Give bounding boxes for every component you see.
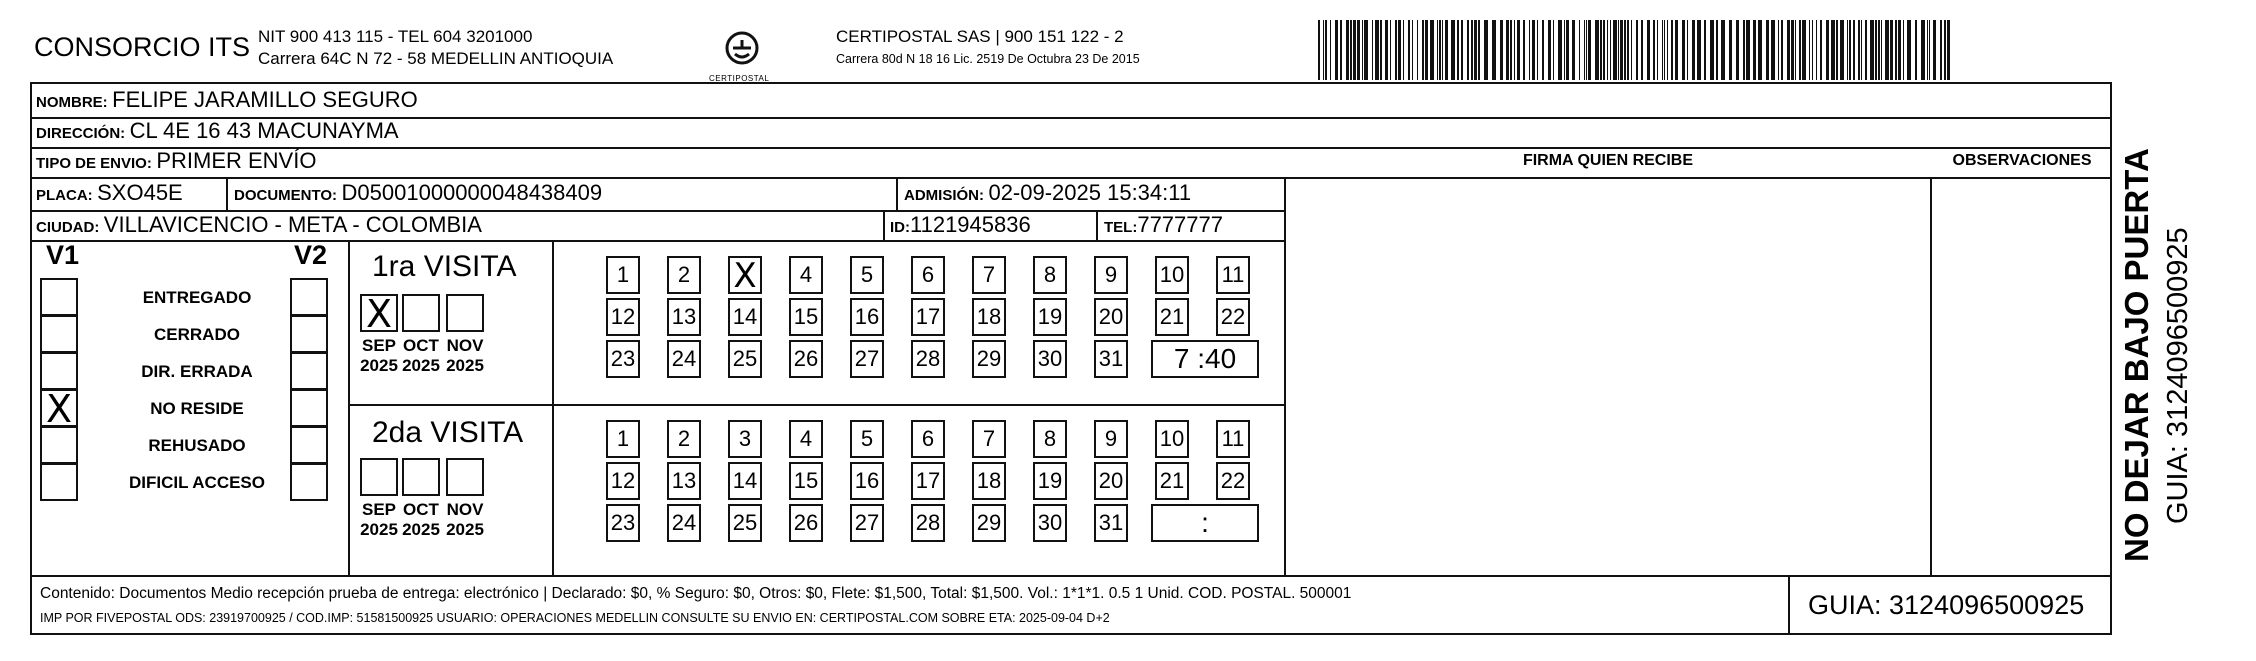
v1-checkbox[interactable] xyxy=(40,315,78,353)
visit-divider xyxy=(348,404,1286,406)
day-box[interactable]: 8 xyxy=(1033,420,1067,458)
month-checkbox[interactable] xyxy=(360,458,398,496)
placa-field xyxy=(36,180,183,206)
no-dejar-bajo-puerta: NO DEJAR BAJO PUERTA xyxy=(2118,148,2155,562)
day-box[interactable]: 7 xyxy=(972,420,1006,458)
company-address: Carrera 64C N 72 - 58 MEDELLIN ANTIOQUIA xyxy=(258,49,614,68)
delivery-form xyxy=(30,82,2112,635)
month-year: 2025 xyxy=(402,520,440,539)
row-line xyxy=(32,240,1286,242)
day-box[interactable]: 15 xyxy=(789,462,823,500)
day-box[interactable]: 1 xyxy=(606,256,640,294)
day-box[interactable]: 2 xyxy=(667,256,701,294)
day-box[interactable]: 4 xyxy=(789,256,823,294)
day-box[interactable]: 9 xyxy=(1094,420,1128,458)
month-name: NOV xyxy=(446,336,484,355)
day-box[interactable]: 28 xyxy=(911,340,945,378)
v1-checkbox[interactable] xyxy=(40,278,78,316)
direccion-value: CL 4E 16 43 MACUNAYMA xyxy=(129,118,399,143)
day-box[interactable]: 3 xyxy=(728,420,762,458)
month-checkbox[interactable] xyxy=(446,458,484,496)
status-label: ENTREGADO xyxy=(142,288,252,307)
nombre-value: FELIPE JARAMILLO SEGURO xyxy=(112,87,418,112)
month-year: 2025 xyxy=(360,520,398,539)
id-value: 1121945836 xyxy=(910,212,1031,237)
day-box[interactable]: 9 xyxy=(1094,256,1128,294)
v1-checkbox[interactable] xyxy=(40,387,78,431)
x-mark-icon: X xyxy=(365,292,393,336)
day-box[interactable]: 18 xyxy=(972,298,1006,336)
guia-number: GUIA: 3124096500925 xyxy=(1808,590,2085,620)
nombre-field xyxy=(36,87,418,113)
ciudad-label: CIUDAD: xyxy=(36,219,100,236)
day-box[interactable]: 20 xyxy=(1094,462,1128,500)
tipo-envio-value: PRIMER ENVÍO xyxy=(156,148,317,173)
day-box[interactable]: 11 xyxy=(1216,420,1250,458)
x-mark-icon: X xyxy=(45,387,73,431)
day-box[interactable]: 21 xyxy=(1155,298,1189,336)
v2-checkbox[interactable] xyxy=(290,352,328,390)
day-box[interactable]: 28 xyxy=(911,504,945,542)
day-box[interactable]: 19 xyxy=(1033,462,1067,500)
direccion-label: DIRECCIÓN: xyxy=(36,125,126,142)
day-box[interactable]: 8 xyxy=(1033,256,1067,294)
day-box[interactable]: 29 xyxy=(972,504,1006,542)
day-box[interactable]: 31 xyxy=(1094,504,1128,542)
day-box[interactable]: 11 xyxy=(1216,256,1250,294)
contenido-line: Contenido: Documentos Medio recepción prueba de entrega: electrónico | Declarado: $0, % Seguro: $0, Otros: $0, Flete: $1,500, Total: $1,500. Vol.: 1*1*1. 0.5 1 Unid. COD. POSTAL. 500001 xyxy=(40,585,1352,602)
day-box[interactable]: 17 xyxy=(911,298,945,336)
company-info xyxy=(258,26,613,70)
admision-value: 02-09-2025 15:34:11 xyxy=(988,180,1192,205)
logo-caption: CERTIPOSTAL xyxy=(709,74,770,83)
tipo-envio-label: TIPO DE ENVIO: xyxy=(36,155,152,172)
day-box[interactable]: 26 xyxy=(789,340,823,378)
day-box[interactable] xyxy=(728,256,762,294)
month-label xyxy=(435,336,495,376)
admision-field xyxy=(904,180,1191,206)
day-box[interactable]: 2 xyxy=(667,420,701,458)
tel-value: 7777777 xyxy=(1137,212,1223,237)
time-box[interactable]: : xyxy=(1151,504,1259,542)
visit2-title: 2da VISITA xyxy=(372,416,524,449)
day-box[interactable]: 6 xyxy=(911,420,945,458)
ciudad-field xyxy=(36,212,482,238)
day-box[interactable]: 13 xyxy=(667,462,701,500)
visit1-title: 1ra VISITA xyxy=(372,250,517,283)
certipostal-license: Carrera 80d N 18 16 Lic. 2519 De Octubra 23 De 2015 xyxy=(836,52,1140,66)
day-box[interactable]: 14 xyxy=(728,462,762,500)
col-line xyxy=(883,210,885,240)
month-checkbox[interactable] xyxy=(360,292,398,336)
admision-label: ADMISIÓN: xyxy=(904,187,984,204)
day-box[interactable]: 4 xyxy=(789,420,823,458)
tel-field xyxy=(1104,212,1223,238)
month-year: 2025 xyxy=(446,356,484,375)
row-line xyxy=(32,575,2112,577)
day-box[interactable]: 1 xyxy=(606,420,640,458)
nombre-label: NOMBRE: xyxy=(36,94,108,111)
x-mark-icon: X xyxy=(733,256,757,296)
day-box[interactable]: 27 xyxy=(850,340,884,378)
month-name: NOV xyxy=(446,500,484,519)
month-name: OCT xyxy=(403,336,439,355)
firma-header: FIRMA QUIEN RECIBE xyxy=(1522,152,1694,169)
certipostal-info xyxy=(836,26,1140,70)
v2-checkbox[interactable] xyxy=(290,315,328,353)
v2-checkbox[interactable] xyxy=(290,389,328,427)
certipostal-nit: CERTIPOSTAL SAS | 900 151 122 - 2 xyxy=(836,27,1124,46)
documento-field xyxy=(234,180,602,206)
status-label: NO RESIDE xyxy=(150,399,244,418)
day-box[interactable]: 22 xyxy=(1216,298,1250,336)
day-box[interactable]: 7 xyxy=(972,256,1006,294)
v1-checkbox[interactable] xyxy=(40,426,78,464)
day-box[interactable]: 5 xyxy=(850,256,884,294)
placa-value: SXO45E xyxy=(97,180,183,205)
time-box[interactable]: 7 :40 xyxy=(1151,340,1259,378)
day-box[interactable]: 14 xyxy=(728,298,762,336)
day-box[interactable]: 17 xyxy=(911,462,945,500)
status-label: DIFICIL ACCESO xyxy=(128,473,265,492)
day-box[interactable]: 21 xyxy=(1155,462,1189,500)
documento-label: DOCUMENTO: xyxy=(234,187,338,204)
day-box[interactable]: 25 xyxy=(728,340,762,378)
day-box[interactable]: 13 xyxy=(667,298,701,336)
tel-label: TEL: xyxy=(1104,219,1138,236)
day-box[interactable]: 26 xyxy=(789,504,823,542)
tipo-envio-field xyxy=(36,148,316,174)
day-box[interactable]: 25 xyxy=(728,504,762,542)
id-label: ID: xyxy=(890,219,910,236)
v2-header: V2 xyxy=(294,240,328,270)
day-box[interactable]: 31 xyxy=(1094,340,1128,378)
day-box[interactable]: 23 xyxy=(606,504,640,542)
day-box[interactable]: 6 xyxy=(911,256,945,294)
barcode xyxy=(1318,20,1950,80)
col-line xyxy=(1096,210,1098,240)
col-line xyxy=(226,177,228,210)
documento-value: D05001000000048438409 xyxy=(341,180,603,205)
col-line xyxy=(552,240,554,575)
direccion-field xyxy=(36,118,399,144)
v2-checkbox[interactable] xyxy=(290,426,328,464)
v1-header: V1 xyxy=(46,240,80,270)
company-name: CONSORCIO ITS xyxy=(34,32,251,62)
day-box[interactable]: 22 xyxy=(1216,462,1250,500)
placa-label: PLACA: xyxy=(36,187,93,204)
month-year: 2025 xyxy=(446,520,484,539)
v1-checkbox[interactable] xyxy=(40,463,78,501)
col-line xyxy=(1788,575,1790,635)
row-line xyxy=(32,177,2112,179)
v2-checkbox[interactable] xyxy=(290,278,328,316)
day-box[interactable]: 12 xyxy=(606,298,640,336)
day-box[interactable]: 16 xyxy=(850,298,884,336)
status-label: DIR. ERRADA xyxy=(141,362,253,381)
day-box[interactable]: 10 xyxy=(1155,256,1189,294)
id-field xyxy=(890,212,1031,238)
day-box[interactable]: 23 xyxy=(606,340,640,378)
day-box[interactable]: 12 xyxy=(606,462,640,500)
ciudad-value: VILLAVICENCIO - META - COLOMBIA xyxy=(103,212,482,237)
month-checkbox[interactable] xyxy=(402,294,440,332)
day-box[interactable]: 15 xyxy=(789,298,823,336)
day-box[interactable]: 27 xyxy=(850,504,884,542)
day-box[interactable]: 10 xyxy=(1155,420,1189,458)
observaciones-header: OBSERVACIONES xyxy=(1952,152,2092,169)
col-line xyxy=(1284,177,1286,575)
day-box[interactable]: 19 xyxy=(1033,298,1067,336)
day-box[interactable]: 29 xyxy=(972,340,1006,378)
month-checkbox[interactable] xyxy=(446,294,484,332)
col-line xyxy=(896,177,898,210)
month-year: 2025 xyxy=(402,356,440,375)
day-box[interactable]: 30 xyxy=(1033,504,1067,542)
day-box[interactable]: 5 xyxy=(850,420,884,458)
col-line xyxy=(1930,177,1932,575)
month-label xyxy=(435,500,495,540)
status-label: REHUSADO xyxy=(148,436,246,455)
day-box[interactable]: 24 xyxy=(667,340,701,378)
company-nit: NIT 900 413 115 - TEL 604 3201000 xyxy=(258,27,533,46)
day-box[interactable]: 18 xyxy=(972,462,1006,500)
day-box[interactable]: 24 xyxy=(667,504,701,542)
month-checkbox[interactable] xyxy=(402,458,440,496)
day-box[interactable]: 20 xyxy=(1094,298,1128,336)
certipostal-logo-icon xyxy=(718,28,766,72)
side-guia-number: GUIA: 3124096500925 xyxy=(2162,227,2194,524)
status-label: CERRADO xyxy=(154,325,240,344)
month-name: SEP xyxy=(361,500,397,519)
v2-checkbox[interactable] xyxy=(290,463,328,501)
month-year: 2025 xyxy=(360,356,398,375)
month-name: SEP xyxy=(361,336,397,355)
impresion-line: IMP POR FIVEPOSTAL ODS: 23919700925 / COD.IMP: 51581500925 USUARIO: OPERACIONES MEDELLIN CONSULTE SU ENVIO EN: CERTIPOSTAL.COM SOBRE ETA: 2025-09-04 D+2 xyxy=(40,611,1110,625)
day-box[interactable]: 30 xyxy=(1033,340,1067,378)
month-name: OCT xyxy=(403,500,439,519)
day-box[interactable]: 16 xyxy=(850,462,884,500)
